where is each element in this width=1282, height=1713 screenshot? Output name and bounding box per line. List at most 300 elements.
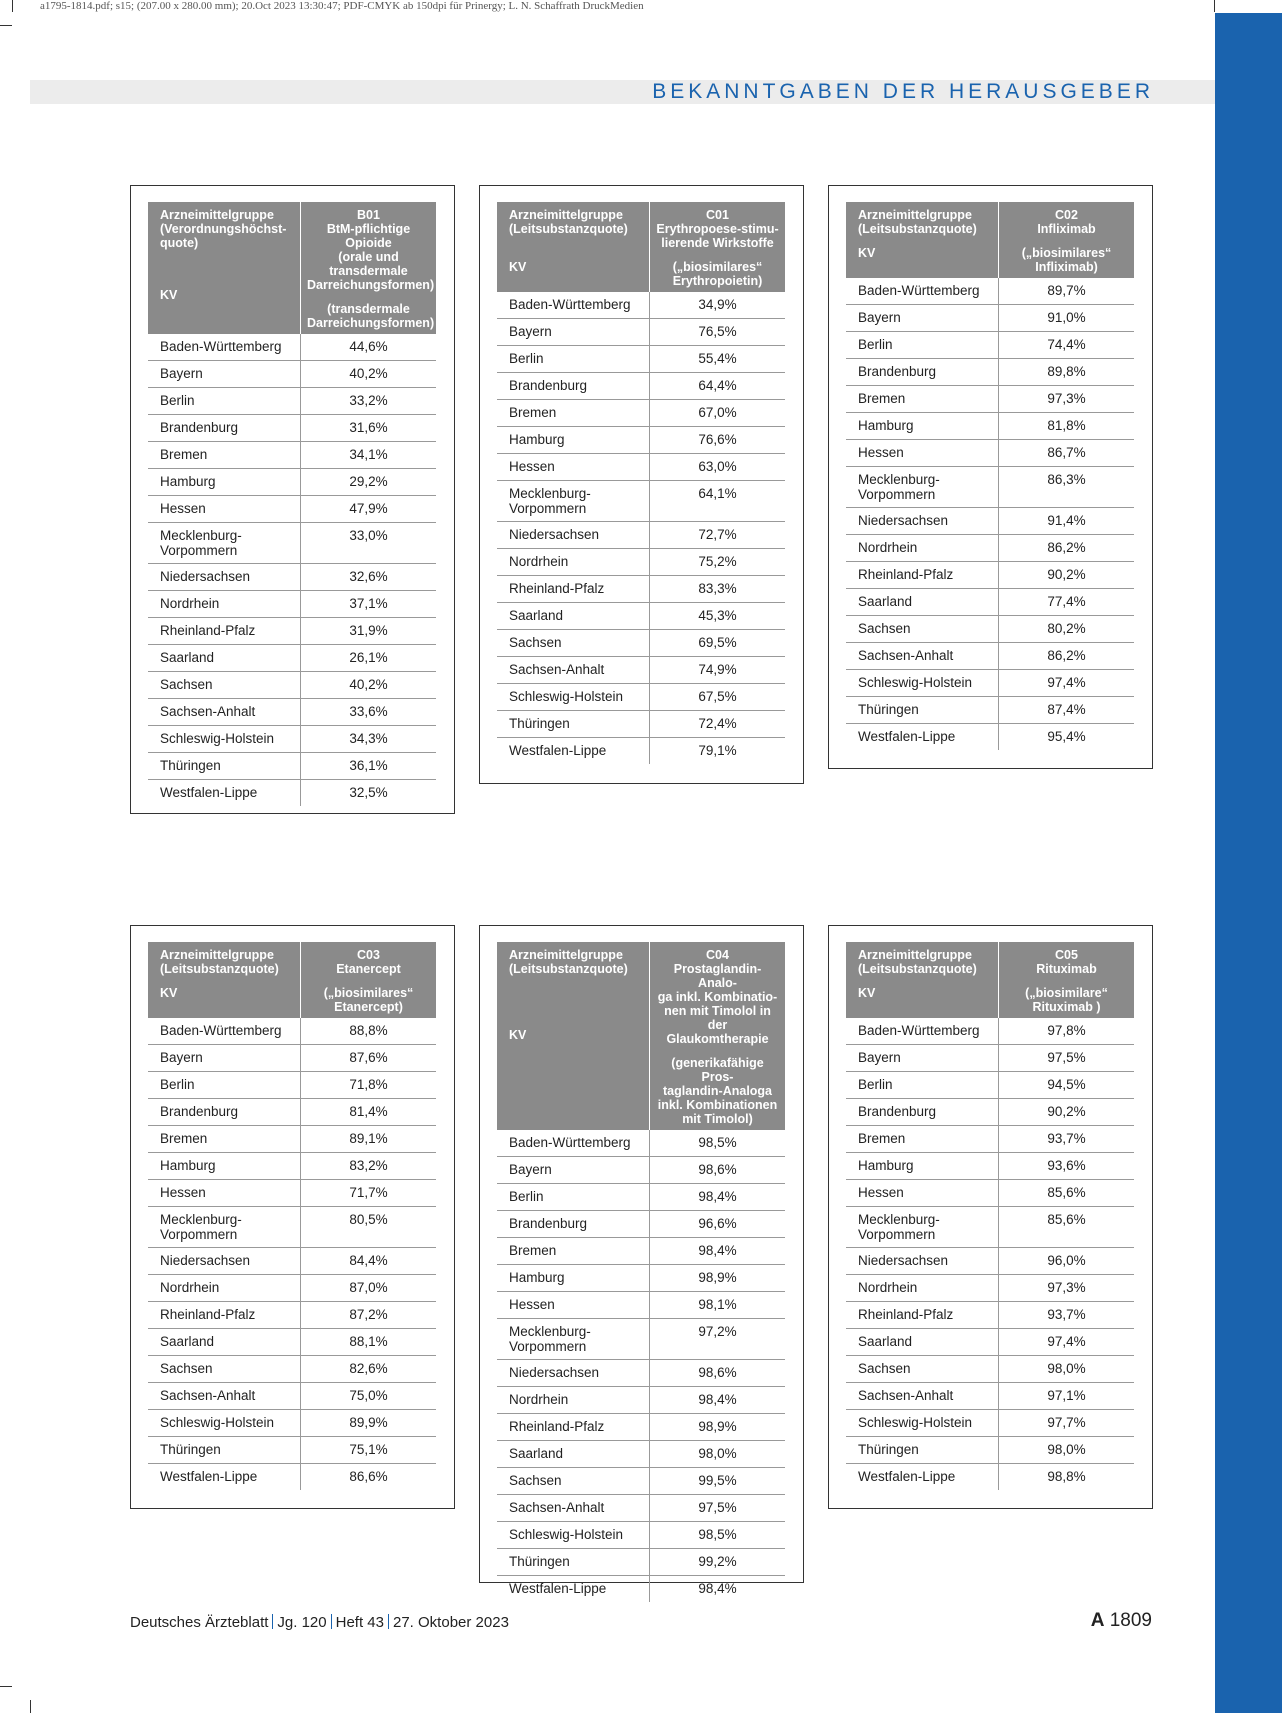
kv-region-cell: Sachsen bbox=[497, 1468, 650, 1495]
quota-value-cell: 98,0% bbox=[650, 1441, 786, 1468]
quota-value-cell: 81,8% bbox=[999, 413, 1135, 440]
quota-value-cell: 96,0% bbox=[999, 1248, 1135, 1275]
header-indicator-title: C01 bbox=[706, 208, 729, 222]
header-group-label: quote) bbox=[160, 236, 199, 250]
table-row bbox=[846, 386, 1134, 413]
kv-region-cell: Hamburg bbox=[497, 1265, 650, 1292]
table-row bbox=[148, 1153, 436, 1180]
table-row bbox=[497, 1319, 785, 1360]
kv-region-cell: Bayern bbox=[846, 305, 999, 332]
header-right-cell bbox=[999, 202, 1135, 278]
kv-region-cell: Berlin bbox=[148, 1072, 301, 1099]
kv-region-cell: Hamburg bbox=[846, 413, 999, 440]
kv-region-cell: Nordrhein bbox=[148, 1275, 301, 1302]
table-head bbox=[497, 202, 785, 292]
table-row bbox=[846, 1153, 1134, 1180]
table-header-row bbox=[846, 202, 1134, 278]
header-indicator-title: Glaukomtherapie bbox=[666, 1032, 769, 1046]
table-row bbox=[148, 361, 436, 388]
kv-region-cell: Bremen bbox=[148, 442, 301, 469]
kv-region-cell: Schleswig-Holstein bbox=[846, 670, 999, 697]
header-indicator-title: lierende Wirkstoffe bbox=[661, 236, 774, 250]
header-right-cell bbox=[650, 942, 786, 1130]
header-indicator-note: taglandin-Analoga bbox=[662, 1084, 773, 1098]
kv-region-cell: Nordrhein bbox=[497, 1387, 650, 1414]
quota-value-cell: 98,4% bbox=[650, 1184, 786, 1211]
table-card-c05 bbox=[828, 925, 1153, 1509]
kv-region-cell: Brandenburg bbox=[148, 1099, 301, 1126]
kv-region-cell: Sachsen-Anhalt bbox=[846, 1383, 999, 1410]
table-row bbox=[846, 332, 1134, 359]
quota-value-cell: 33,0% bbox=[301, 523, 437, 564]
table-header-row bbox=[148, 202, 436, 334]
table-row bbox=[148, 1099, 436, 1126]
table-row bbox=[846, 643, 1134, 670]
kv-region-cell: Westfalen-Lippe bbox=[497, 1576, 650, 1603]
quota-value-cell: 47,9% bbox=[301, 496, 437, 523]
header-left-cell bbox=[148, 202, 301, 334]
table-row bbox=[148, 645, 436, 672]
table-row bbox=[497, 576, 785, 603]
kv-region-cell: Westfalen-Lippe bbox=[846, 724, 999, 751]
header-left-cell bbox=[497, 202, 650, 292]
quota-value-cell: 32,5% bbox=[349, 785, 388, 800]
kv-region-cell: Baden-Württemberg bbox=[497, 292, 650, 319]
quota-value-cell: 67,0% bbox=[650, 400, 786, 427]
header-indicator-title: ga inkl. Kombinatio- bbox=[657, 990, 778, 1004]
header-spacer bbox=[509, 236, 643, 260]
table-row bbox=[846, 467, 1134, 508]
table-row bbox=[497, 1130, 785, 1157]
kv-region-cell: Sachsen bbox=[846, 616, 999, 643]
kv-region-cell: Sachsen-Anhalt bbox=[497, 1495, 650, 1522]
quota-value-cell: 31,9% bbox=[301, 618, 437, 645]
quota-value-cell: 90,2% bbox=[999, 562, 1135, 589]
kv-region-cell: Schleswig-Holstein bbox=[846, 1410, 999, 1437]
quota-value-cell: 97,4% bbox=[999, 670, 1135, 697]
table-body bbox=[148, 334, 436, 806]
kv-region-cell: Niedersachsen bbox=[497, 1360, 650, 1387]
kv-region-cell: Hessen bbox=[497, 454, 650, 481]
quota-value-cell: 97,8% bbox=[999, 1018, 1135, 1045]
kv-region-cell: Thüringen bbox=[497, 711, 650, 738]
table-row bbox=[497, 373, 785, 400]
header-indicator-note: Etanercept) bbox=[334, 1000, 403, 1014]
quota-value-cell: 94,5% bbox=[999, 1072, 1135, 1099]
quota-value-cell: 84,4% bbox=[301, 1248, 437, 1275]
quota-value-cell: 98,5% bbox=[650, 1522, 786, 1549]
quota-value-cell: 87,2% bbox=[301, 1302, 437, 1329]
header-indicator-note: (transdermale bbox=[327, 302, 410, 316]
quota-value-cell: 97,1% bbox=[999, 1383, 1135, 1410]
quota-value-cell: 89,1% bbox=[301, 1126, 437, 1153]
kv-region-cell: Bayern bbox=[148, 1045, 301, 1072]
quota-value-cell: 74,9% bbox=[650, 657, 786, 684]
kv-region-cell: Brandenburg bbox=[846, 359, 999, 386]
table-row bbox=[148, 1302, 436, 1329]
table-row bbox=[148, 591, 436, 618]
table-row bbox=[497, 1265, 785, 1292]
quota-value-cell: 33,6% bbox=[301, 699, 437, 726]
header-group-label: Arzneimittelgruppe bbox=[509, 208, 623, 222]
quota-value-cell: 97,3% bbox=[999, 386, 1135, 413]
table-row bbox=[846, 278, 1134, 305]
table-row bbox=[846, 1356, 1134, 1383]
header-indicator-title: Darreichungsformen) bbox=[307, 278, 435, 292]
kv-region-cell: Thüringen bbox=[148, 753, 301, 780]
header-indicator-title: transdermale bbox=[329, 264, 408, 278]
table-row bbox=[497, 481, 785, 522]
table-row bbox=[846, 1437, 1134, 1464]
table-row bbox=[148, 442, 436, 469]
table-row bbox=[846, 508, 1134, 535]
quota-value-cell: 36,1% bbox=[301, 753, 437, 780]
table-header-row bbox=[846, 942, 1134, 1018]
table-row bbox=[497, 346, 785, 373]
header-right-cell bbox=[301, 942, 437, 1018]
quota-value-cell: 87,6% bbox=[301, 1045, 437, 1072]
table-card-c03 bbox=[130, 925, 455, 1509]
kv-region-cell: Brandenburg bbox=[497, 1211, 650, 1238]
kv-region-cell: Bremen bbox=[846, 386, 999, 413]
kv-region-cell: Berlin bbox=[497, 346, 650, 373]
kv-region-cell: Rheinland-Pfalz bbox=[846, 562, 999, 589]
header-group-label: (Leitsubstanzquote) bbox=[160, 962, 279, 976]
blue-side-bar bbox=[1215, 13, 1282, 1713]
kv-region-cell: Hamburg bbox=[846, 1153, 999, 1180]
table-row bbox=[497, 1495, 785, 1522]
header-group-label: (Leitsubstanzquote) bbox=[509, 962, 628, 976]
table-row bbox=[148, 699, 436, 726]
kv-region-cell: Sachsen-Anhalt bbox=[148, 699, 301, 726]
header-left-cell bbox=[148, 942, 301, 1018]
kv-region-cell: Hamburg bbox=[148, 1153, 301, 1180]
kv-region-cell: Brandenburg bbox=[846, 1099, 999, 1126]
quota-value-cell: 98,9% bbox=[650, 1265, 786, 1292]
quota-value-cell: 93,7% bbox=[999, 1302, 1135, 1329]
page-prefix: A bbox=[1090, 1610, 1105, 1631]
table-row bbox=[846, 440, 1134, 467]
table-row bbox=[497, 427, 785, 454]
table-row bbox=[148, 1410, 436, 1437]
table-row bbox=[148, 1207, 436, 1248]
header-indicator-note: („biosimilares“ bbox=[323, 986, 414, 1000]
table-row bbox=[148, 469, 436, 496]
table-row bbox=[497, 1360, 785, 1387]
quota-value-cell: 86,2% bbox=[999, 643, 1135, 670]
kv-region-cell: Thüringen bbox=[148, 1437, 301, 1464]
table-row bbox=[846, 1072, 1134, 1099]
quota-value-cell: 99,5% bbox=[650, 1468, 786, 1495]
header-indicator-note: Erythropoietin) bbox=[672, 274, 763, 288]
header-spacer bbox=[160, 250, 294, 288]
kv-region-cell: Bayern bbox=[497, 1157, 650, 1184]
header-indicator-title: nen mit Timolol in der bbox=[664, 1004, 771, 1032]
quota-value-cell: 91,4% bbox=[999, 508, 1135, 535]
quota-value-cell: 96,6% bbox=[650, 1211, 786, 1238]
table-row bbox=[497, 454, 785, 481]
quota-value-cell: 98,0% bbox=[999, 1437, 1135, 1464]
table-card-c02 bbox=[828, 185, 1153, 769]
kv-region-cell: Niedersachsen bbox=[497, 522, 650, 549]
quota-value-cell: 86,3% bbox=[999, 467, 1135, 508]
quota-value-cell: 90,2% bbox=[999, 1099, 1135, 1126]
table-header-row bbox=[148, 942, 436, 1018]
quota-value-cell: 40,2% bbox=[301, 361, 437, 388]
table-row bbox=[148, 1018, 436, 1045]
data-table bbox=[148, 942, 436, 1490]
header-right-cell bbox=[650, 202, 786, 292]
header-indicator-note: (generikafähige Pros- bbox=[671, 1056, 764, 1084]
kv-region-cell: Saarland bbox=[846, 1329, 999, 1356]
quota-value-cell: 75,0% bbox=[301, 1383, 437, 1410]
table-row bbox=[148, 523, 436, 564]
table-row bbox=[846, 616, 1134, 643]
kv-region-cell: Saarland bbox=[846, 589, 999, 616]
quota-value-cell: 71,7% bbox=[301, 1180, 437, 1207]
kv-region-cell: Rheinland-Pfalz bbox=[148, 618, 301, 645]
header-indicator-title: Rituximab bbox=[1036, 962, 1097, 976]
quota-value-cell: 26,1% bbox=[301, 645, 437, 672]
header-indicator-title: Etanercept bbox=[336, 962, 401, 976]
quota-value-cell: 72,7% bbox=[650, 522, 786, 549]
data-table bbox=[497, 202, 785, 764]
header-indicator-note: mit Timolol) bbox=[682, 1112, 753, 1126]
kv-region-cell: Niedersachsen bbox=[148, 1248, 301, 1275]
kv-region-cell: Baden-Württemberg bbox=[846, 1018, 999, 1045]
kv-region-cell: Bayern bbox=[846, 1045, 999, 1072]
table-row bbox=[846, 1248, 1134, 1275]
kv-region-cell: Sachsen-Anhalt bbox=[497, 657, 650, 684]
table-head bbox=[148, 202, 436, 334]
table-row bbox=[497, 603, 785, 630]
header-group-label: (Verordnungshöchst- bbox=[160, 222, 287, 236]
table-row bbox=[148, 618, 436, 645]
quota-value-cell: 34,1% bbox=[301, 442, 437, 469]
table-card-c01 bbox=[479, 185, 804, 784]
page-number-value: 1809 bbox=[1109, 1610, 1152, 1631]
header-indicator-title: Infliximab bbox=[1037, 222, 1096, 236]
data-table bbox=[497, 942, 785, 1602]
kv-region-cell: Mecklenburg- Vorpommern bbox=[497, 1319, 650, 1360]
quota-value-cell: 33,2% bbox=[301, 388, 437, 415]
quota-value-cell: 80,2% bbox=[999, 616, 1135, 643]
table-row bbox=[148, 780, 436, 807]
table-body bbox=[846, 278, 1134, 750]
header-right-cell bbox=[301, 202, 437, 334]
footer-volume: Jg. 120 bbox=[277, 1614, 327, 1631]
kv-region-cell: Bremen bbox=[497, 400, 650, 427]
header-spacer bbox=[509, 976, 643, 1028]
table-head bbox=[846, 942, 1134, 1018]
footer-citation bbox=[130, 1614, 509, 1631]
quota-value-cell: 76,5% bbox=[650, 319, 786, 346]
table-row bbox=[497, 684, 785, 711]
table-row bbox=[846, 1329, 1134, 1356]
table-row bbox=[846, 359, 1134, 386]
table-row bbox=[148, 753, 436, 780]
table-row bbox=[497, 1549, 785, 1576]
quota-value-cell: 98,4% bbox=[650, 1238, 786, 1265]
table-row bbox=[148, 1180, 436, 1207]
kv-region-cell: Berlin bbox=[846, 1072, 999, 1099]
table-row bbox=[497, 738, 785, 765]
kv-region-cell: Niedersachsen bbox=[846, 1248, 999, 1275]
table-row bbox=[148, 672, 436, 699]
quota-value-cell: 88,8% bbox=[301, 1018, 437, 1045]
table-row bbox=[148, 564, 436, 591]
table-head bbox=[148, 942, 436, 1018]
quota-value-cell: 95,4% bbox=[1047, 729, 1086, 744]
table-row bbox=[846, 1207, 1134, 1248]
table-row bbox=[148, 1464, 436, 1491]
quota-value-cell: 98,4% bbox=[698, 1581, 737, 1596]
table-body bbox=[846, 1018, 1134, 1490]
kv-region-cell: Sachsen bbox=[497, 630, 650, 657]
kv-region-cell: Hessen bbox=[846, 440, 999, 467]
quota-value-cell: 32,6% bbox=[301, 564, 437, 591]
kv-region-cell: Berlin bbox=[846, 332, 999, 359]
quota-value-cell: 97,2% bbox=[650, 1319, 786, 1360]
kv-region-cell: Niedersachsen bbox=[846, 508, 999, 535]
kv-region-cell: Baden-Württemberg bbox=[497, 1130, 650, 1157]
table-row bbox=[846, 562, 1134, 589]
table-body bbox=[497, 292, 785, 764]
quota-value-cell: 67,5% bbox=[650, 684, 786, 711]
quota-value-cell: 93,7% bbox=[999, 1126, 1135, 1153]
kv-region-cell: Mecklenburg- Vorpommern bbox=[846, 1207, 999, 1248]
quota-value-cell: 98,0% bbox=[999, 1356, 1135, 1383]
quota-value-cell: 89,7% bbox=[999, 278, 1135, 305]
kv-region-cell: Schleswig-Holstein bbox=[497, 684, 650, 711]
kv-region-cell: Nordrhein bbox=[148, 591, 301, 618]
quota-value-cell: 98,6% bbox=[650, 1157, 786, 1184]
table-row bbox=[497, 1184, 785, 1211]
table-row bbox=[497, 711, 785, 738]
quota-value-cell: 86,2% bbox=[999, 535, 1135, 562]
header-group-label: (Leitsubstanzquote) bbox=[509, 222, 628, 236]
header-right-cell bbox=[999, 942, 1135, 1018]
header-spacer bbox=[307, 976, 430, 986]
header-spacer bbox=[160, 976, 294, 986]
table-row bbox=[497, 1576, 785, 1603]
quota-value-cell: 40,2% bbox=[301, 672, 437, 699]
quota-value-cell: 44,6% bbox=[301, 334, 437, 361]
header-indicator-note: Rituximab ) bbox=[1032, 1000, 1101, 1014]
kv-region-cell: Berlin bbox=[497, 1184, 650, 1211]
quota-value-cell: 83,2% bbox=[301, 1153, 437, 1180]
table-row bbox=[148, 496, 436, 523]
quota-value-cell: 37,1% bbox=[301, 591, 437, 618]
kv-region-cell: Mecklenburg- Vorpommern bbox=[846, 467, 999, 508]
table-header-row bbox=[497, 942, 785, 1130]
table-row bbox=[846, 1410, 1134, 1437]
kv-region-cell: Nordrhein bbox=[846, 535, 999, 562]
quota-value-cell: 91,0% bbox=[999, 305, 1135, 332]
table-row bbox=[148, 1248, 436, 1275]
kv-region-cell: Saarland bbox=[148, 1329, 301, 1356]
table-row bbox=[148, 1126, 436, 1153]
table-row bbox=[148, 1045, 436, 1072]
kv-region-cell: Rheinland-Pfalz bbox=[846, 1302, 999, 1329]
table-row bbox=[846, 1302, 1134, 1329]
header-indicator-title: B01 bbox=[357, 208, 380, 222]
header-spacer bbox=[858, 236, 992, 246]
quota-value-cell: 75,1% bbox=[301, 1437, 437, 1464]
header-left-cell bbox=[497, 942, 650, 1130]
table-header-row bbox=[497, 202, 785, 292]
kv-region-cell: Sachsen-Anhalt bbox=[148, 1383, 301, 1410]
kv-region-cell: Westfalen-Lippe bbox=[148, 1464, 301, 1491]
quota-value-cell: 45,3% bbox=[650, 603, 786, 630]
table-row bbox=[846, 1275, 1134, 1302]
quota-value-cell: 97,5% bbox=[650, 1495, 786, 1522]
header-indicator-title: C04 bbox=[706, 948, 729, 962]
quota-value-cell: 97,7% bbox=[999, 1410, 1135, 1437]
header-indicator-title: C03 bbox=[357, 948, 380, 962]
table-row bbox=[497, 319, 785, 346]
table-row bbox=[497, 1211, 785, 1238]
table-card-c04 bbox=[479, 925, 804, 1596]
header-spacer bbox=[656, 250, 779, 260]
crop-mark bbox=[1214, 0, 1215, 12]
quota-value-cell: 85,6% bbox=[999, 1180, 1135, 1207]
table-row bbox=[148, 1437, 436, 1464]
table-row bbox=[148, 726, 436, 753]
quota-value-cell: 69,5% bbox=[650, 630, 786, 657]
quota-value-cell: 86,7% bbox=[999, 440, 1135, 467]
kv-region-cell: Rheinland-Pfalz bbox=[497, 576, 650, 603]
quota-value-cell: 98,6% bbox=[650, 1360, 786, 1387]
kv-region-cell: Bayern bbox=[148, 361, 301, 388]
kv-region-cell: Hamburg bbox=[148, 469, 301, 496]
table-row bbox=[846, 1464, 1134, 1491]
kv-region-cell: Nordrhein bbox=[846, 1275, 999, 1302]
table-row bbox=[497, 1157, 785, 1184]
quota-value-cell: 88,1% bbox=[301, 1329, 437, 1356]
table-row bbox=[497, 292, 785, 319]
kv-region-cell: Baden-Württemberg bbox=[148, 334, 301, 361]
table-row bbox=[846, 589, 1134, 616]
kv-region-cell: Mecklenburg- Vorpommern bbox=[497, 481, 650, 522]
quota-value-cell: 74,4% bbox=[999, 332, 1135, 359]
crop-mark bbox=[0, 25, 12, 26]
table-row bbox=[846, 1099, 1134, 1126]
data-table bbox=[846, 942, 1134, 1490]
table-row bbox=[846, 535, 1134, 562]
table-row bbox=[846, 1126, 1134, 1153]
table-row bbox=[846, 697, 1134, 724]
quota-value-cell: 34,3% bbox=[301, 726, 437, 753]
kv-region-cell: Bremen bbox=[497, 1238, 650, 1265]
kv-region-cell: Sachsen bbox=[846, 1356, 999, 1383]
quota-value-cell: 85,6% bbox=[999, 1207, 1135, 1248]
header-spacer bbox=[1005, 236, 1128, 246]
table-row bbox=[497, 657, 785, 684]
kv-region-cell: Hessen bbox=[148, 496, 301, 523]
kv-region-cell: Mecklenburg- Vorpommern bbox=[148, 523, 301, 564]
kv-region-cell: Hessen bbox=[497, 1292, 650, 1319]
quota-value-cell: 82,6% bbox=[301, 1356, 437, 1383]
header-indicator-title: C05 bbox=[1055, 948, 1078, 962]
table-row bbox=[497, 1238, 785, 1265]
kv-region-cell: Thüringen bbox=[497, 1549, 650, 1576]
header-indicator-note: („biosimilares“ bbox=[672, 260, 763, 274]
kv-region-cell: Schleswig-Holstein bbox=[148, 726, 301, 753]
header-indicator-title: Erythropoese-stimu- bbox=[656, 222, 779, 236]
kv-region-cell: Sachsen bbox=[148, 672, 301, 699]
header-kv-label: KV bbox=[160, 288, 178, 302]
